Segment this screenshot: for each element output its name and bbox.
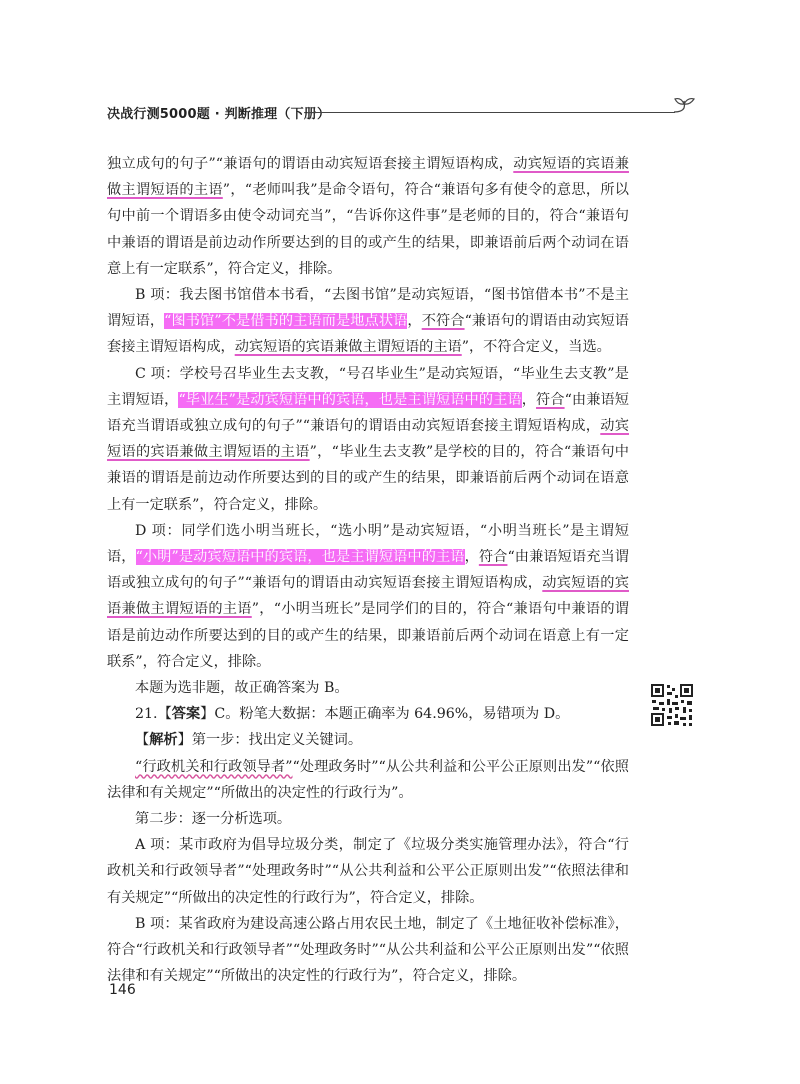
- paragraph: [107, 911, 629, 990]
- text-run: ”，“小明当班长”是同学们的目的，符合“兼语句中兼语的谓语是前边动作所要达到的目的或产生的结果，即兼语前后两个动词在语意上有一定联系”，符合定义，排除。: [107, 601, 629, 670]
- text-run: “处理政务时”“从公共利益和公平公正原则出发”“依照法律和有关规定”“所做出的决定性的行政行为”。: [107, 758, 629, 801]
- text-run: 】第一步：找出定义关键词。: [177, 732, 363, 749]
- sprout-icon: [672, 96, 702, 118]
- highlighted-text: “毕业生”是动宾短语中的宾语，也是主谓短语中的主语: [178, 391, 522, 408]
- text-run: 独立成句的句子”“兼语句的谓语由动宾短语套接主谓短语构成，: [107, 156, 514, 172]
- text-run: D 项：同学们选小明当班长，“选小明”是动宾短语，“小明当班长”是主谓短语，: [107, 522, 629, 566]
- paragraph: [107, 361, 629, 518]
- text-run: ”，“毕业生去支教”是学校的目的，符合“兼语句中兼语的谓语是前边动作所要达到的目的或产生的结果，即兼语前后两个动词在语意上有一定联系”，符合定义，排除。: [107, 444, 629, 513]
- underlined-text: 不符合: [421, 313, 465, 330]
- paragraph: [107, 282, 629, 361]
- header-rule: [308, 112, 675, 113]
- paragraph: [107, 832, 629, 911]
- bold-label: 答案: [171, 706, 201, 723]
- highlighted-text: “小明”是动宾短语中的宾语，也是主谓短语中的主语: [135, 549, 465, 566]
- page-number: 146: [109, 982, 136, 998]
- text-run: “由兼语短语充当谓语或独立成句的句子”“兼语句的谓语由动宾短语套接主谓短语构成，: [107, 391, 629, 435]
- text-run: ，: [464, 549, 479, 566]
- underlined-text: 动宾短语的宾语兼做主谓短语的主语: [234, 339, 462, 356]
- paragraph: [107, 754, 629, 806]
- text-run: “兼语句的谓语由动宾短语套接主谓短语构成，: [107, 313, 629, 356]
- paragraph: [107, 806, 629, 832]
- wavy-underlined-text: “行政机关和行政领导者”: [135, 758, 293, 775]
- text-run: A 项：某市政府为倡导垃圾分类，制定了《垃圾分类实施管理办法》，符合“行政机关和行政领导者”“处理政务时”“从公共利益和公平公正原则出发”“依照法律和有关规定”“所做出的决定性的行政行为”，符合定义，排除。: [107, 837, 629, 906]
- text-run: 】C。粉笔大数据：本题正确率为 64.96%，易错项为 D。: [200, 706, 570, 723]
- text-run: ”，“老师叫我”是命令语句，符合“兼语句多有使令的意思，所以句中前一个谓语多由使令动词充当”，“告诉你这件事”是老师的目的，符合“兼语句中兼语的谓语是前边动作所要达到的目的或产生的结果，即兼语前后两个动词在语意上有一定联系”，符合定义，排除。: [107, 182, 629, 277]
- qr-code-icon: [650, 683, 694, 727]
- text-run: ”，不符合定义，当选。: [461, 339, 611, 356]
- highlighted-text: “图书馆”不是借书的主语而是地点状语: [164, 313, 408, 330]
- header-title: 决战行测5000题 · 判断推理（下册）: [107, 107, 331, 122]
- underlined-text: 符合: [478, 549, 508, 566]
- text-run: 21.【: [135, 706, 172, 723]
- text-run: B 项：我去图书馆借本书看，“去图书馆”是动宾短语，“图书馆借本书”不是主谓短语，: [107, 287, 629, 330]
- underlined-text: 动宾短语的宾语兼做主谓短语的主语: [107, 156, 629, 199]
- paragraph: [107, 675, 629, 701]
- text-run: B 项：某省政府为建设高速公路占用农民土地，制定了《土地征收补偿标准》，符合“行政机关和行政领导者”“处理政务时”“从公共利益和公平公正原则出发”“依照法律和有关规定”“所做出的决定性的行政行为”，符合定义，排除。: [107, 915, 629, 985]
- paragraph: [107, 701, 629, 727]
- bold-label: 解析: [149, 732, 178, 749]
- text-run: 第二步：逐一分析选项。: [135, 811, 292, 828]
- text-run: 【: [135, 732, 150, 749]
- paragraph: [107, 151, 629, 282]
- underlined-text: 动宾短语的宾语兼做主谓短语的主语: [107, 575, 629, 618]
- underlined-text: 动宾短语的宾语兼做主谓短语的主语: [107, 418, 629, 461]
- paragraph: [107, 727, 629, 753]
- text-run: ，: [407, 313, 422, 330]
- paragraph: [107, 518, 629, 675]
- underlined-text: 符合: [536, 391, 565, 408]
- body-text: [107, 151, 629, 990]
- text-run: 本题为选非题，故正确答案为 B。: [135, 680, 349, 697]
- text-run: C 项：学校号召毕业生去支教，“号召毕业生”是动宾短语，“毕业生去支教”是主谓短语，: [107, 365, 629, 408]
- text-run: “由兼语短语充当谓语或独立成句的句子”“兼语句的谓语由动宾短语套接主谓短语构成，: [107, 549, 629, 592]
- text-run: ，: [521, 391, 536, 408]
